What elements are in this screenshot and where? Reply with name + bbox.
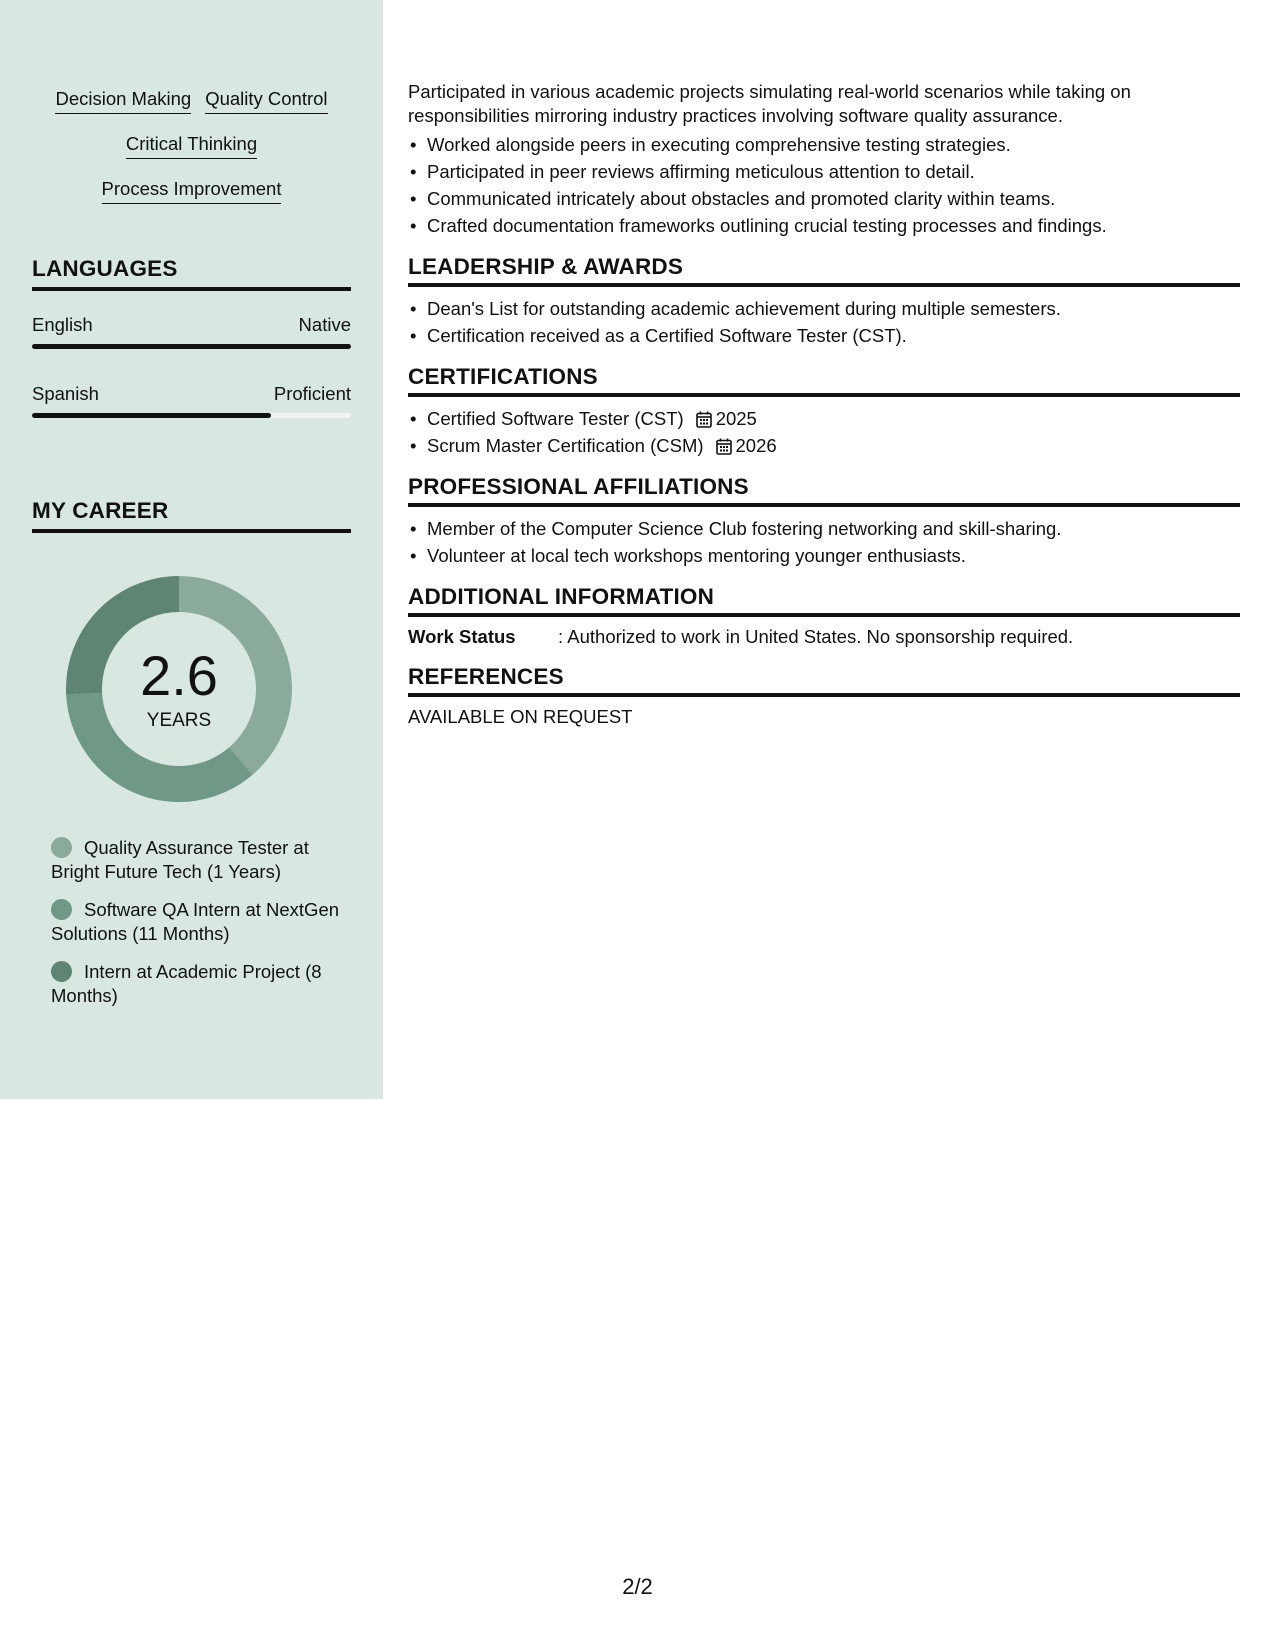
career-item bbox=[51, 960, 351, 1008]
calendar-icon bbox=[716, 438, 732, 455]
language-level: Native bbox=[298, 314, 351, 335]
list-item: • Worked alongside peers in executing comprehensive testing strategies. bbox=[408, 131, 1240, 158]
donut-center bbox=[66, 576, 292, 802]
skills-list bbox=[32, 86, 351, 221]
career-item bbox=[51, 836, 351, 884]
list-item: • Member of the Computer Science Club fostering networking and skill-sharing. bbox=[408, 515, 1240, 542]
calendar-icon bbox=[696, 411, 712, 428]
list-item: • Participated in peer reviews affirming meticulous attention to detail. bbox=[408, 158, 1240, 185]
career-total-years: 2.6 bbox=[140, 644, 218, 707]
language-bar bbox=[32, 413, 351, 418]
career-item-text: Intern at Academic Project (8 Months) bbox=[51, 961, 322, 1006]
sidebar bbox=[0, 0, 383, 1099]
language-name: Spanish bbox=[32, 383, 99, 404]
certifications-heading: CERTIFICATIONS bbox=[408, 365, 1240, 397]
certification-year: 2025 bbox=[715, 408, 757, 429]
experience-bullets bbox=[408, 131, 1240, 239]
skill-tag: Quality Control bbox=[205, 86, 327, 114]
career-dot-icon bbox=[51, 899, 72, 920]
language-bar-fill bbox=[32, 413, 271, 418]
skill-tag: Process Improvement bbox=[102, 176, 282, 204]
language-bar-fill bbox=[32, 344, 351, 349]
affiliations-heading: PROFESSIONAL AFFILIATIONS bbox=[408, 475, 1240, 507]
list-item: • Crafted documentation frameworks outlining crucial testing processes and findings. bbox=[408, 212, 1240, 239]
list-item: • Certification received as a Certified Software Tester (CST). bbox=[408, 322, 1240, 349]
certification-year: 2026 bbox=[735, 435, 777, 456]
languages-heading: LANGUAGES bbox=[32, 256, 351, 291]
certifications-list bbox=[408, 405, 1240, 459]
main-content bbox=[408, 80, 1240, 729]
language-bar bbox=[32, 344, 351, 349]
work-status-value: : Authorized to work in United States. No sponsorship required. bbox=[558, 626, 1074, 647]
language-level: Proficient bbox=[273, 383, 351, 404]
list-item: • Dean's List for outstanding academic achievement during multiple semesters. bbox=[408, 295, 1240, 322]
certification-item bbox=[408, 432, 1240, 459]
career-dot-icon bbox=[51, 837, 72, 858]
skill-tag: Decision Making bbox=[55, 86, 191, 114]
career-item-text: Software QA Intern at NextGen Solutions (11 Months) bbox=[51, 899, 340, 944]
career-item-text: Quality Assurance Tester at Bright Future Tech (1 Years) bbox=[51, 837, 309, 882]
career-donut-chart bbox=[66, 576, 292, 802]
page-number: 2/2 bbox=[622, 1574, 653, 1599]
career-heading: MY CAREER bbox=[32, 498, 351, 533]
list-item: • Communicated intricately about obstacles and promoted clarity within teams. bbox=[408, 185, 1240, 212]
language-entry bbox=[32, 382, 351, 418]
affiliations-list bbox=[408, 515, 1240, 569]
work-status-row bbox=[408, 625, 1240, 649]
leadership-heading: LEADERSHIP & AWARDS bbox=[408, 255, 1240, 287]
skill-tag: Critical Thinking bbox=[126, 131, 257, 159]
language-name: English bbox=[32, 314, 93, 335]
career-total-unit: YEARS bbox=[146, 710, 212, 731]
experience-description: Participated in various academic projects simulating real-world scenarios while taking on responsibilities mirroring industry practices involving software quality assurance. bbox=[408, 81, 1131, 126]
certification-item bbox=[408, 405, 1240, 432]
certification-name: Scrum Master Certification (CSM) bbox=[427, 435, 704, 456]
references-text: AVAILABLE ON REQUEST bbox=[408, 706, 633, 727]
references-heading: REFERENCES bbox=[408, 665, 1240, 697]
career-list bbox=[51, 836, 351, 1022]
additional-info-heading: ADDITIONAL INFORMATION bbox=[408, 585, 1240, 617]
career-item bbox=[51, 898, 351, 946]
language-entry bbox=[32, 313, 351, 349]
work-status-label: Work Status bbox=[408, 626, 516, 647]
certification-name: Certified Software Tester (CST) bbox=[427, 408, 684, 429]
list-item: • Volunteer at local tech workshops mentoring younger enthusiasts. bbox=[408, 542, 1240, 569]
leadership-list bbox=[408, 295, 1240, 349]
career-dot-icon bbox=[51, 961, 72, 982]
